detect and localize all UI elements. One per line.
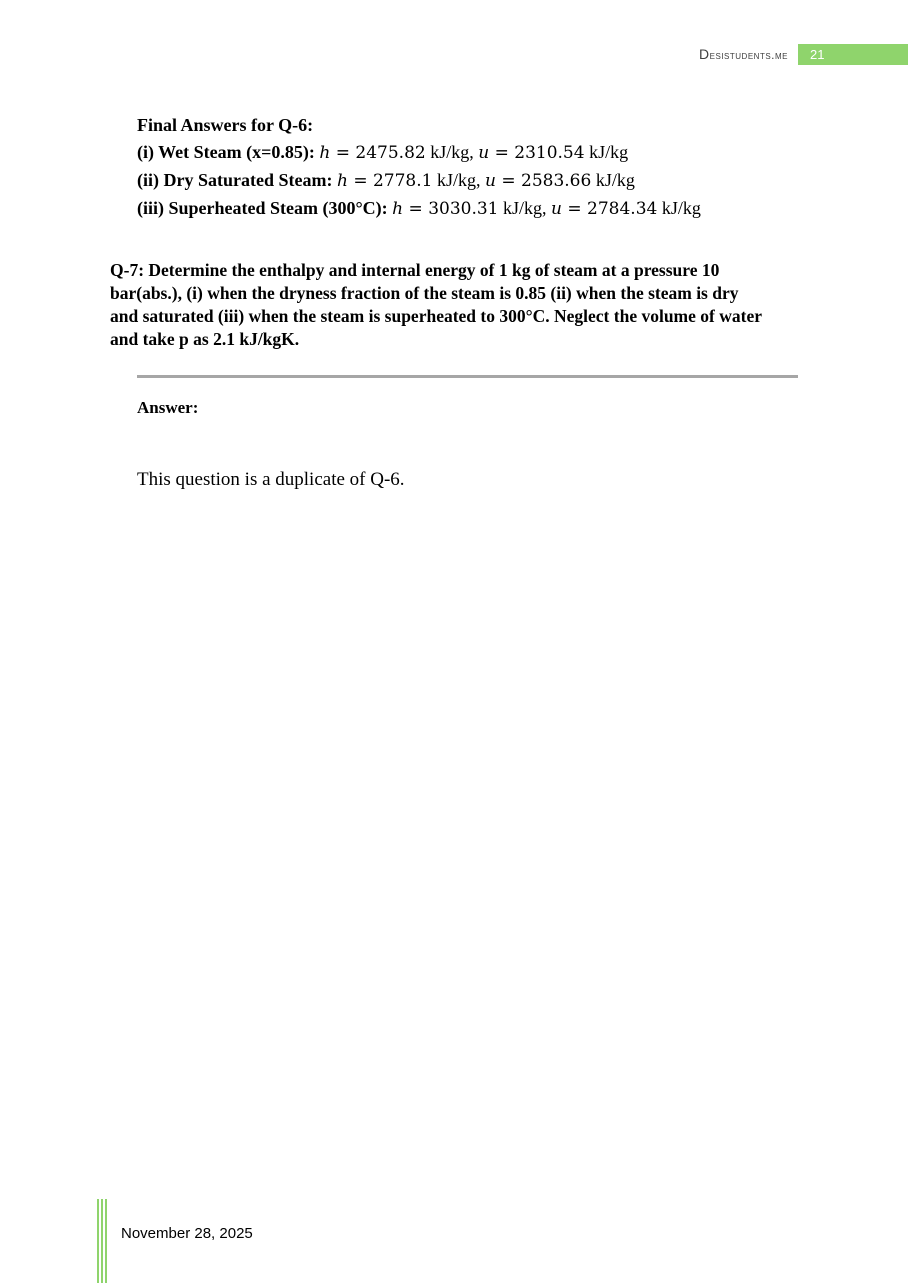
footer-decorative-bars <box>97 1199 111 1283</box>
h-unit: kJ/kg <box>498 198 543 218</box>
h-symbol: h <box>392 199 404 219</box>
h-expression <box>392 199 498 219</box>
h-symbol: h <box>336 171 348 191</box>
equals-sign: = <box>347 171 373 191</box>
equals-sign: = <box>561 199 588 219</box>
question-line-4: and take p as 2.1 kJ/kgK. <box>110 329 300 349</box>
equals-sign: = <box>403 199 429 219</box>
question-q7 <box>110 259 810 351</box>
equals-sign: = <box>495 171 521 191</box>
final-answers-title: Final Answers for Q-6: <box>137 115 314 135</box>
h-expression <box>337 171 433 191</box>
u-value: 2583.66 <box>521 171 592 191</box>
h-value: 2475.82 <box>355 143 426 163</box>
h-value: 2778.1 <box>372 171 433 191</box>
h-symbol: h <box>319 143 331 163</box>
final-answers-block <box>137 112 701 223</box>
equals-sign: = <box>330 143 356 163</box>
answer-text: This question is a duplicate of Q-6. <box>137 469 405 490</box>
h-unit: kJ/kg <box>432 170 476 190</box>
final-answer-line-2 <box>137 167 701 195</box>
header-site-name <box>699 46 788 62</box>
final-answer-label: (i) Wet Steam (x=0.85): <box>137 142 315 162</box>
u-symbol: u <box>484 171 496 191</box>
final-answer-label: (ii) Dry Saturated Steam: <box>137 170 333 190</box>
u-expression <box>478 143 584 163</box>
footer-date: November 28, 2025 <box>121 1225 253 1242</box>
separator: , <box>469 142 479 162</box>
final-answer-label: (iii) Superheated Steam (300°C): <box>137 198 388 218</box>
footer-bar <box>97 1199 99 1283</box>
separator: , <box>475 170 485 190</box>
page-number: 21 <box>810 47 825 62</box>
equals-sign: = <box>489 143 515 163</box>
footer-bar <box>101 1199 103 1283</box>
h-expression <box>319 143 425 163</box>
page-number-badge <box>798 44 908 65</box>
final-answer-line-1 <box>137 139 701 167</box>
question-line-2: bar(abs.), (i) when the dryness fraction of the steam is 0.85 (ii) when the steam is dry <box>110 283 739 303</box>
header-site-rest: esistudents.me <box>709 48 788 62</box>
u-symbol: u <box>551 199 562 219</box>
u-unit: kJ/kg <box>657 198 701 218</box>
u-symbol: u <box>478 143 490 163</box>
h-value: 3030.31 <box>428 199 499 219</box>
section-divider <box>137 375 798 378</box>
u-unit: kJ/kg <box>591 170 635 190</box>
h-unit: kJ/kg <box>425 142 470 162</box>
footer-bar <box>105 1199 107 1283</box>
u-value: 2310.54 <box>514 143 585 163</box>
separator: , <box>542 198 552 218</box>
u-expression <box>551 199 657 219</box>
answer-label: Answer: <box>137 398 199 417</box>
question-line-1: Q-7: Determine the enthalpy and internal energy of 1 kg of steam at a pressure 10 <box>110 260 720 280</box>
u-value: 2784.34 <box>587 199 658 219</box>
header-site-initial: D <box>699 46 710 62</box>
final-answer-line-3 <box>137 195 701 223</box>
question-line-3: and saturated (iii) when the steam is superheated to 300°C. Neglect the volume of water <box>110 306 762 326</box>
u-unit: kJ/kg <box>584 142 629 162</box>
u-expression <box>485 171 591 191</box>
